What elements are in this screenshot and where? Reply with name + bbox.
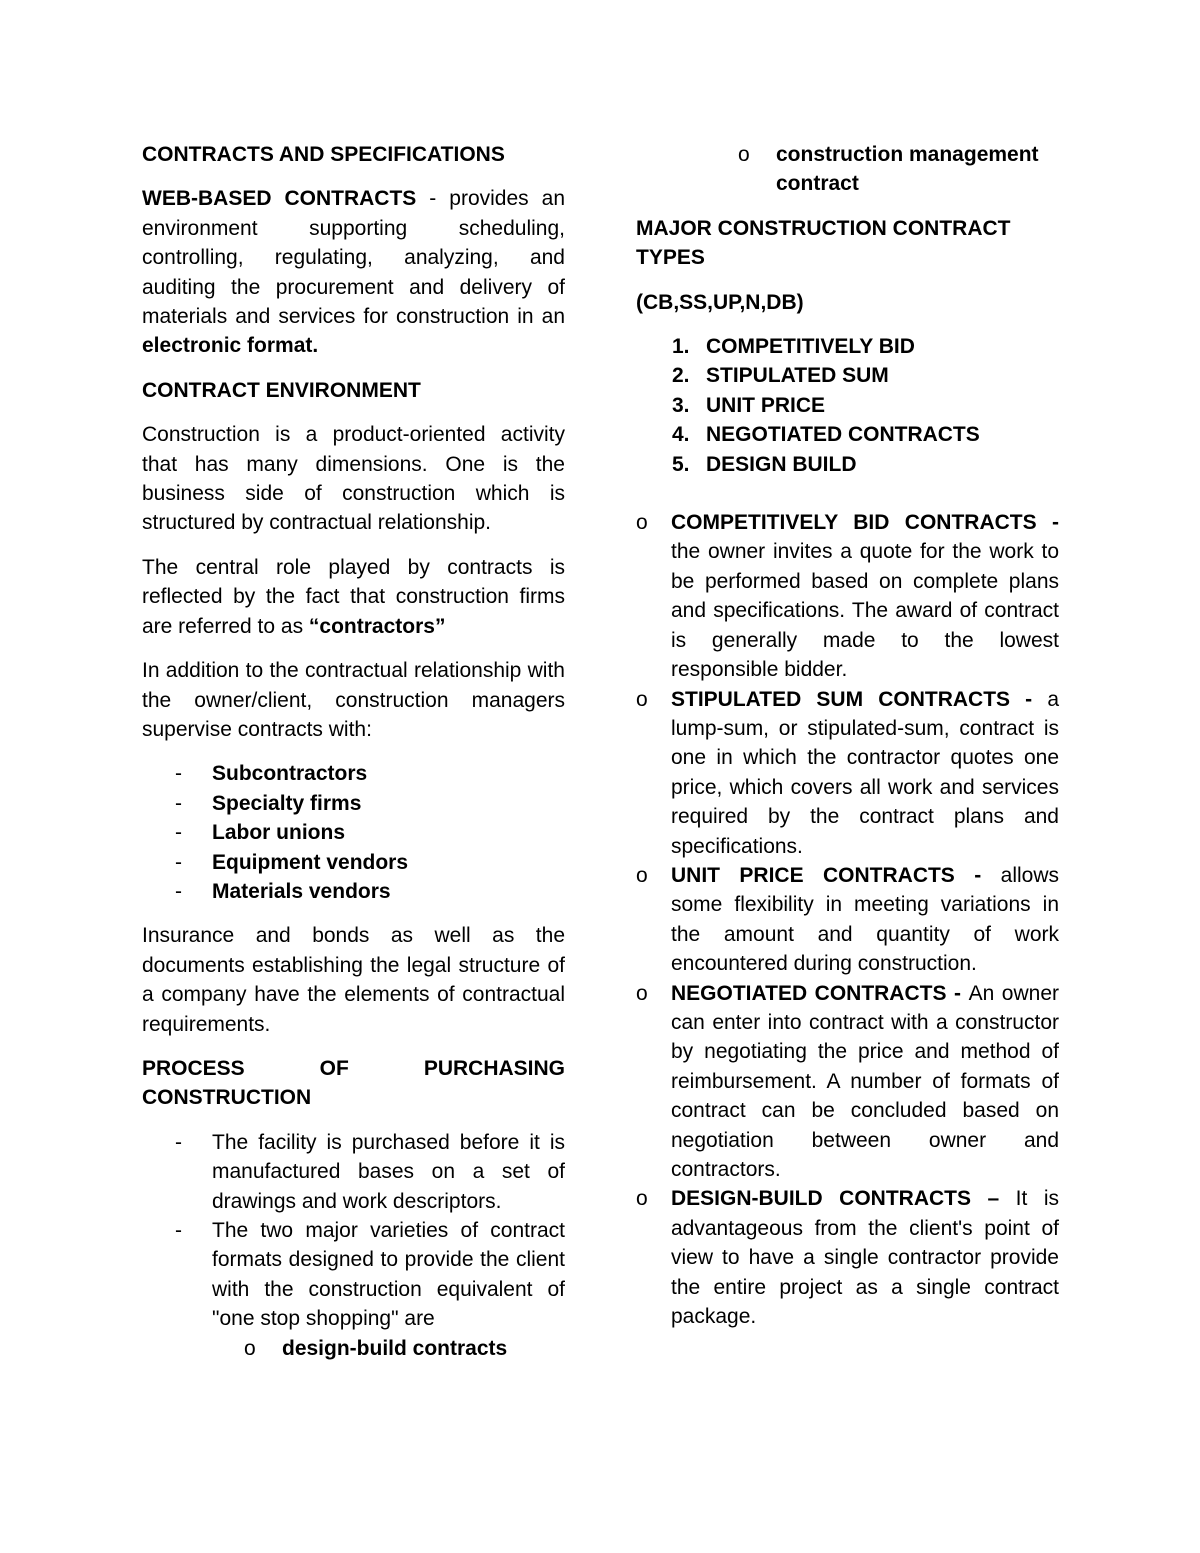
list-item xyxy=(142,759,565,788)
detail-term: DESIGN-BUILD CONTRACTS xyxy=(671,1187,971,1211)
left-column xyxy=(142,140,565,1363)
list-item xyxy=(636,1184,1059,1331)
circle-bullet: o xyxy=(636,511,648,535)
contract-types-list xyxy=(636,332,1059,479)
list-item xyxy=(636,420,1059,449)
contractors-term: “contractors” xyxy=(308,614,446,638)
electronic-format-text: electronic format. xyxy=(142,334,319,358)
list-item-label: UNIT PRICE xyxy=(706,393,826,417)
list-item-label: STIPULATED SUM xyxy=(706,364,889,388)
environment-paragraph-2-text: The central role played by contracts is reflected by the fact that construction firms are referred to as xyxy=(142,555,565,638)
list-item xyxy=(636,361,1059,390)
supervised-contracts-list xyxy=(142,759,565,906)
list-item-label: Labor unions xyxy=(212,821,345,845)
detail-separator: - xyxy=(1010,687,1048,711)
detail-text: allows some flexibility in meeting variations in the amount and quantity of work encountered during construction. xyxy=(671,863,1059,976)
list-item-label: construction management contract xyxy=(776,143,1039,196)
contract-environment-heading: CONTRACT ENVIRONMENT xyxy=(142,378,421,402)
list-item-label: Subcontractors xyxy=(212,762,368,786)
number-marker: 5. xyxy=(672,452,690,476)
list-item-label: COMPETITIVELY BID xyxy=(706,335,915,359)
number-marker: 4. xyxy=(672,423,690,447)
detail-text: a lump-sum, or stipulated-sum, contract is one in which the contractor quotes one price, which covers all work and services required by the contract plans and specifications. xyxy=(671,687,1059,858)
document-title: CONTRACTS AND SPECIFICATIONS xyxy=(142,143,505,166)
number-marker: 1. xyxy=(672,335,690,359)
insurance-paragraph: Insurance and bonds as well as the documents establishing the legal structure of a company have the elements of contractual requirements. xyxy=(142,924,565,1036)
dash-bullet: - xyxy=(175,821,182,845)
number-marker: 3. xyxy=(672,393,690,417)
list-item xyxy=(142,789,565,818)
list-item xyxy=(636,685,1059,861)
dash-bullet: - xyxy=(175,791,182,815)
list-item-label: Specialty firms xyxy=(212,791,362,815)
process-heading-line-1: PROCESS OF PURCHASING xyxy=(142,1056,565,1080)
circle-bullet: o xyxy=(636,1187,648,1211)
list-item xyxy=(636,450,1059,479)
circle-bullet: o xyxy=(738,143,750,166)
list-item xyxy=(142,1334,565,1363)
list-item-text: The two major varieties of contract formats designed to provide the client with the construction equivalent of "one stop shopping" are xyxy=(212,1219,565,1331)
list-item xyxy=(636,861,1059,979)
dash-bullet: - xyxy=(175,879,182,903)
environment-paragraph-3: In addition to the contractual relationship with the owner/client, construction managers supervise contracts with: xyxy=(142,659,565,741)
list-item xyxy=(636,140,1059,199)
list-item xyxy=(636,391,1059,420)
dash-bullet: - xyxy=(175,850,182,874)
dash-bullet: - xyxy=(175,1130,182,1154)
number-marker: 2. xyxy=(672,364,690,388)
list-item xyxy=(142,1216,565,1334)
list-item xyxy=(142,1128,565,1216)
detail-term: COMPETITIVELY BID CONTRACTS xyxy=(671,511,1037,535)
detail-text: An owner can enter into contract with a constructor by negotiating the price and method of reimbursement. A number of formats of contract can be concluded based on negotiation between owner and contractors. xyxy=(671,981,1059,1181)
detail-term: STIPULATED SUM CONTRACTS xyxy=(671,687,1011,711)
process-heading xyxy=(142,1054,565,1113)
circle-bullet: o xyxy=(636,687,648,711)
list-item xyxy=(142,848,565,877)
contract-varieties-list-continued xyxy=(636,140,1059,199)
web-based-contracts-text: - provides an environment supporting scheduling, controlling, regulating, analyzing, and auditing the procurement and delivery of materials and services for construction in an xyxy=(142,187,565,329)
circle-bullet: o xyxy=(244,1336,256,1360)
list-item xyxy=(142,877,565,906)
detail-separator: - xyxy=(946,981,969,1005)
detail-text: It is advantageous from the client's point of view to have a single contractor provide the entire project as a single contract package. xyxy=(671,1187,1059,1329)
web-based-contracts-paragraph xyxy=(142,184,565,360)
circle-bullet: o xyxy=(636,863,648,887)
detail-term: UNIT PRICE CONTRACTS xyxy=(671,863,955,887)
types-abbreviation: (CB,SS,UP,N,DB) xyxy=(636,290,804,314)
circle-bullet: o xyxy=(636,981,648,1005)
dash-bullet: - xyxy=(175,1219,182,1242)
list-item-label: Equipment vendors xyxy=(212,850,409,874)
environment-paragraph-2 xyxy=(142,553,565,641)
list-item-text: The facility is purchased before it is manufactured bases on a set of drawings and work descriptors. xyxy=(212,1130,565,1213)
detail-term: NEGOTIATED CONTRACTS xyxy=(671,981,947,1005)
major-types-heading: MAJOR CONSTRUCTION CONTRACT TYPES xyxy=(636,216,1011,270)
dash-bullet: - xyxy=(175,762,182,786)
list-item-label: Materials vendors xyxy=(212,879,391,903)
contract-details-list xyxy=(636,508,1059,1331)
process-heading-line-2: CONSTRUCTION xyxy=(142,1086,312,1110)
list-item xyxy=(636,332,1059,361)
list-item-label: DESIGN BUILD xyxy=(706,452,857,476)
detail-separator: – xyxy=(970,1187,1016,1211)
list-item xyxy=(142,818,565,847)
process-list xyxy=(142,1128,565,1334)
list-item xyxy=(636,979,1059,1185)
environment-paragraph-1: Construction is a product-oriented activity that has many dimensions. One is the business side of construction which is structured by contractual relationship. xyxy=(142,423,565,535)
list-item xyxy=(636,508,1059,684)
right-column xyxy=(636,140,1059,1331)
spacer xyxy=(636,479,1059,508)
detail-separator: - xyxy=(954,863,1001,887)
list-item-label: NEGOTIATED CONTRACTS xyxy=(706,423,980,447)
list-item-label: design-build contracts xyxy=(282,1336,508,1360)
detail-separator: - xyxy=(1036,511,1059,535)
contract-varieties-list xyxy=(142,1334,565,1363)
web-based-contracts-term: WEB-BASED CONTRACTS xyxy=(142,187,417,211)
detail-text: the owner invites a quote for the work to be performed based on complete plans and specifications. The award of contract is generally made to the lowest responsible bidder. xyxy=(671,540,1059,682)
